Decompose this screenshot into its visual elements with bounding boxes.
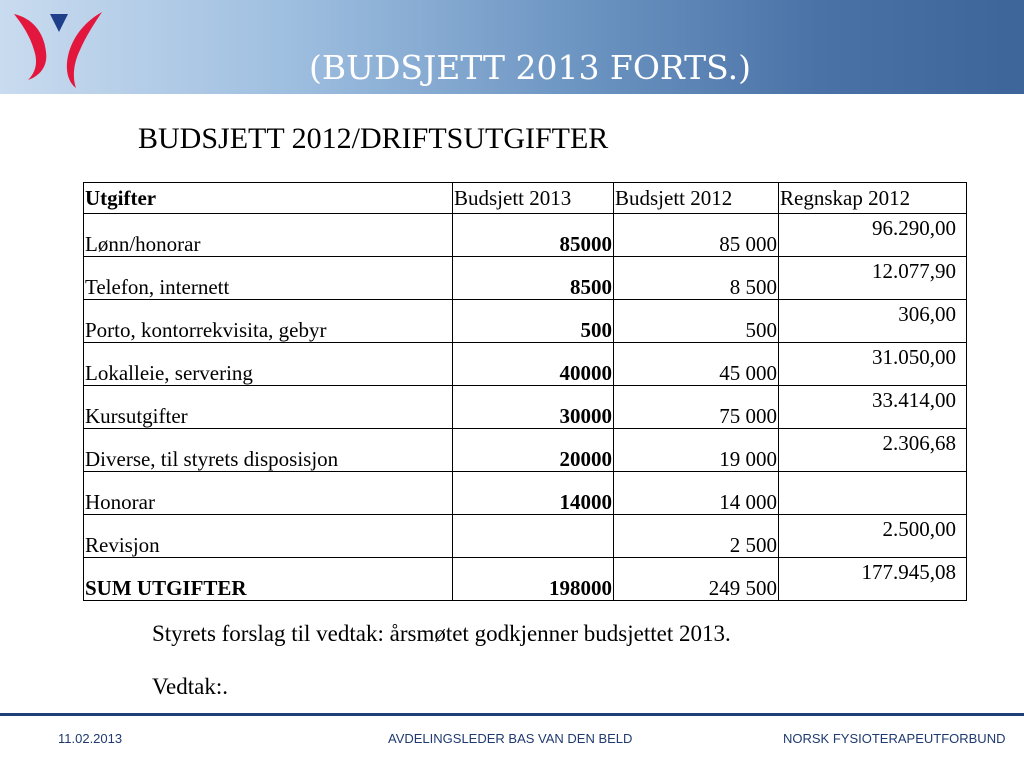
table-header-row [84,183,967,214]
cell-expense: Kursutgifter [84,386,453,429]
cell-budget-2012: 500 [614,300,779,343]
cell-accounts-2012 [779,472,967,515]
cell-budget-2013 [453,515,614,558]
cell-budget-2013: 85000 [453,214,614,257]
header-budsjett-2012: Budsjett 2012 [614,183,779,214]
cell-expense: Lønn/honorar [84,214,453,257]
cell-budget-2012: 249 500 [614,558,779,601]
budget-table [83,182,967,601]
table-row [84,472,967,515]
cell-budget-2013: 500 [453,300,614,343]
proposal-text: Styrets forslag til vedtak: årsmøtet godkjenner budsjettet 2013. [152,621,731,646]
cell-accounts-2012: 96.290,00 [779,214,967,257]
cell-budget-2013: 20000 [453,429,614,472]
header-budsjett-2013: Budsjett 2013 [453,183,614,214]
cell-accounts-2012: 12.077,90 [779,257,967,300]
table-row [84,300,967,343]
table-sum-row [84,558,967,601]
table-row [84,386,967,429]
cell-budget-2012: 45 000 [614,343,779,386]
cell-budget-2012: 14 000 [614,472,779,515]
cell-accounts-2012: 2.500,00 [779,515,967,558]
cell-budget-2012: 85 000 [614,214,779,257]
table-heading: BUDSJETT 2012/DRIFTSUTGIFTER [138,122,609,155]
cell-budget-2012: 75 000 [614,386,779,429]
cell-accounts-2012: 2.306,68 [779,429,967,472]
cell-accounts-2012: 177.945,08 [779,558,967,601]
header-regnskap-2012: Regnskap 2012 [779,183,967,214]
table-row [84,515,967,558]
table-row [84,343,967,386]
cell-budget-2013: 30000 [453,386,614,429]
cell-accounts-2012: 33.414,00 [779,386,967,429]
cell-expense: Telefon, internett [84,257,453,300]
cell-budget-2013: 40000 [453,343,614,386]
cell-expense: Porto, kontorrekvisita, gebyr [84,300,453,343]
cell-expense: SUM UTGIFTER [84,558,453,601]
cell-accounts-2012: 306,00 [779,300,967,343]
cell-expense: Honorar [84,472,453,515]
table-row [84,429,967,472]
header-banner [0,0,1024,94]
footer-divider [0,713,1024,716]
cell-expense: Lokalleie, servering [84,343,453,386]
footer-date: 11.02.2013 [58,731,123,746]
decision-text: Vedtak:. [152,674,229,699]
cell-accounts-2012: 31.050,00 [779,343,967,386]
cell-expense: Diverse, til styrets disposisjon [84,429,453,472]
cell-budget-2013: 8500 [453,257,614,300]
table-row [84,214,967,257]
cell-budget-2013: 198000 [453,558,614,601]
cell-budget-2012: 2 500 [614,515,779,558]
cell-budget-2013: 14000 [453,472,614,515]
cell-budget-2012: 19 000 [614,429,779,472]
header-utgifter: Utgifter [84,183,453,214]
table-row [84,257,967,300]
cell-budget-2012: 8 500 [614,257,779,300]
cell-expense: Revisjon [84,515,453,558]
footer-author: AVDELINGSLEDER BAS VAN DEN BELD [388,731,633,746]
footer-organization: NORSK FYSIOTERAPEUTFORBUND [783,731,1006,746]
slide-title: (BUDSJETT 2013 FORTS.) [309,48,751,87]
